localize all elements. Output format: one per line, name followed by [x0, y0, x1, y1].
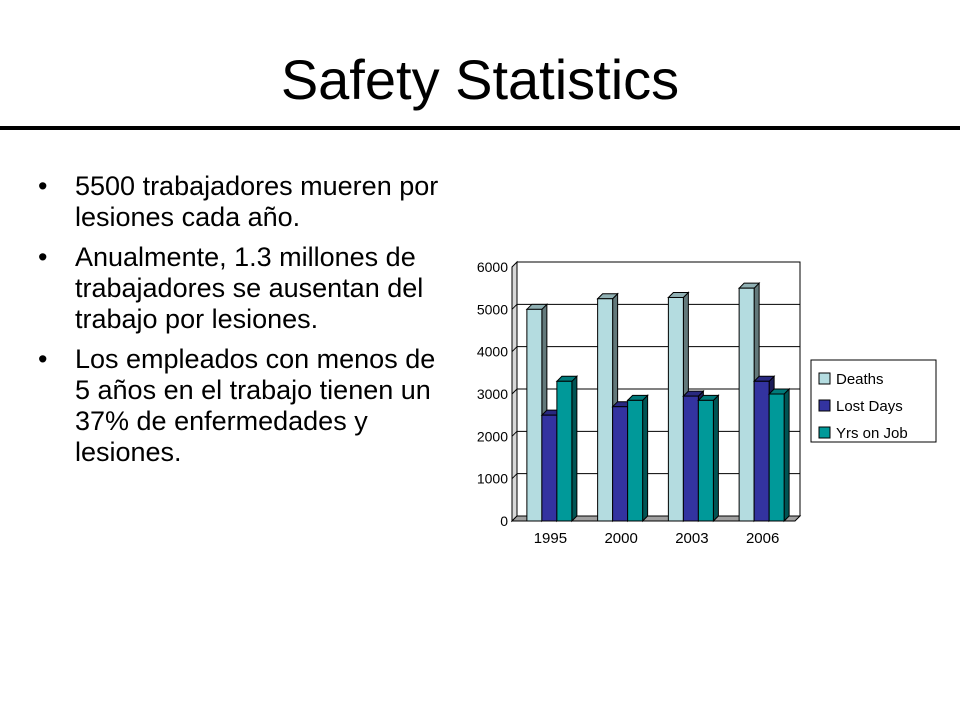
bullet-glyph: • — [38, 242, 48, 272]
y-tick-label: 5000 — [476, 301, 508, 318]
x-tick-label: 2006 — [745, 530, 780, 547]
y-tick-label: 2000 — [476, 428, 508, 445]
bullet-glyph: • — [38, 344, 48, 374]
bar — [628, 400, 643, 521]
title-divider — [0, 126, 960, 130]
legend-swatch — [819, 373, 830, 384]
legend-swatch — [819, 427, 830, 438]
legend-label: Deaths — [836, 371, 884, 388]
x-tick-label: 2003 — [675, 530, 709, 547]
y-tick-label: 3000 — [476, 386, 508, 402]
bullet-glyph: • — [38, 171, 48, 201]
bar-side — [784, 389, 789, 521]
bar — [613, 407, 628, 521]
bar — [739, 288, 754, 521]
y-tick-label: 6000 — [476, 259, 508, 275]
bullet-list — [38, 171, 448, 477]
bullet-text: 5500 trabajadores mueren por lesiones cada año. — [75, 171, 439, 232]
slide-title: Safety Statistics — [280, 48, 680, 111]
bar — [754, 381, 769, 521]
bar-side — [643, 395, 648, 521]
bullet-item — [38, 171, 448, 233]
bullet-item — [38, 344, 448, 468]
legend-label: Lost Days — [836, 398, 903, 415]
bar-side — [572, 376, 577, 521]
bullet-text: Los empleados con menos de 5 años en el trabajo tienen un 37% de enfermedades y lesiones. — [75, 344, 436, 467]
y-tick-label: 0 — [500, 513, 508, 529]
bar — [698, 400, 713, 521]
bar — [542, 415, 557, 521]
bar — [668, 297, 683, 521]
x-tick-label: 2000 — [604, 530, 638, 547]
bar — [527, 309, 542, 521]
bullet-item — [38, 242, 448, 335]
bar — [598, 299, 613, 521]
bar-side — [713, 395, 718, 521]
legend-label: Yrs on Job — [836, 425, 908, 442]
bar — [769, 394, 784, 521]
x-tick-label: 1995 — [533, 530, 568, 547]
bar — [683, 396, 698, 521]
bar — [557, 381, 572, 521]
legend-swatch — [819, 400, 830, 411]
y-tick-label: 1000 — [476, 470, 508, 487]
bullet-text: Anualmente, 1.3 millones de trabajadores se ausentan del trabajo por lesiones. — [75, 242, 424, 334]
y-tick-label: 4000 — [476, 343, 508, 360]
bar-chart — [455, 250, 950, 555]
